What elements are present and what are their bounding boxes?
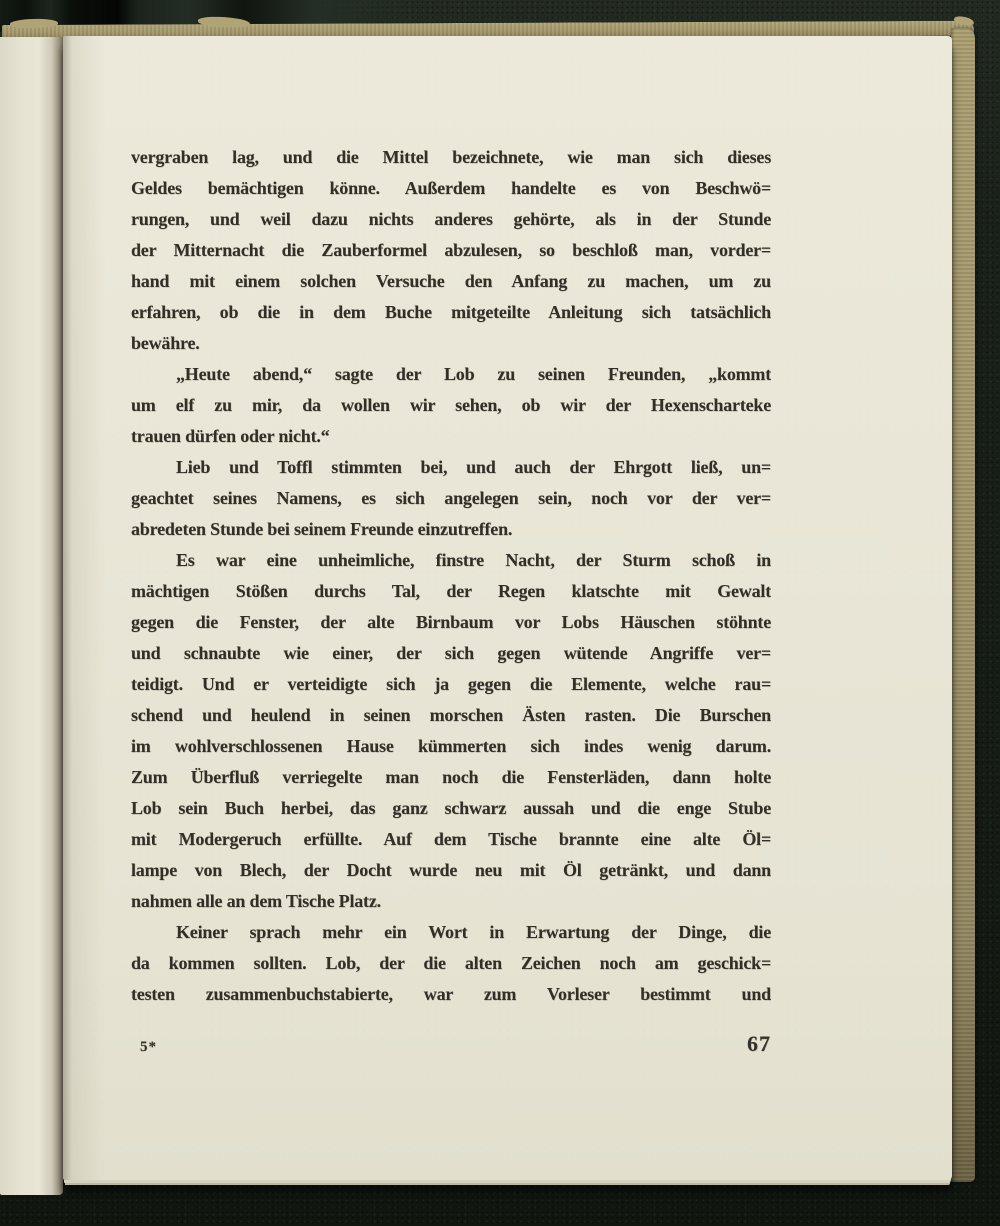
text-line: im wohlverschlossenen Hause kümmerten sich indes wenig darum. bbox=[131, 736, 771, 756]
text-line: mit Modergeruch erfüllte. Auf dem Tische brannte eine alte Öl= bbox=[131, 829, 771, 849]
page-text bbox=[131, 142, 771, 1010]
text-line: lampe von Blech, der Docht wurde neu mit Öl getränkt, und dann bbox=[131, 860, 771, 880]
text-line: und schnaubte wie einer, der sich gegen wütende Angriffe ver= bbox=[131, 643, 771, 663]
text-line: da kommen sollten. Lob, der die alten Zeichen noch am geschick= bbox=[131, 953, 771, 973]
cloth-fray bbox=[954, 15, 975, 26]
text-line: Lob sein Buch herbei, das ganz schwarz aussah und die enge Stube bbox=[131, 798, 771, 818]
text-line: abredeten Stunde bei seinem Freunde einzutreffen. bbox=[131, 519, 513, 539]
text-line: Es war eine unheimliche, finstre Nacht, der Sturm schoß in bbox=[176, 550, 771, 570]
text-line: erfahren, ob die in dem Buche mitgeteilte Anleitung sich tatsächlich bbox=[131, 302, 771, 322]
text-line: testen zusammenbuchstabierte, war zum Vorleser bestimmt und bbox=[131, 984, 771, 1004]
text-line: Zum Überfluß verriegelte man noch die Fensterläden, dann holte bbox=[131, 767, 771, 787]
text-line: Keiner sprach mehr ein Wort in Erwartung der Dinge, die bbox=[176, 922, 771, 942]
text-line: Geldes bemächtigen könne. Außerdem handelte es von Beschwö= bbox=[131, 178, 771, 198]
facing-page-edge bbox=[0, 37, 63, 1195]
text-line: geachtet seines Namens, es sich angelegen sein, noch vor der ver= bbox=[131, 488, 771, 508]
book-cover-edge-right bbox=[951, 28, 975, 1182]
text-line: mächtigen Stößen durchs Tal, der Regen klatschte mit Gewalt bbox=[131, 581, 771, 601]
text-line: hand mit einem solchen Versuche den Anfang zu machen, um zu bbox=[131, 271, 771, 291]
signature-mark: 5* bbox=[140, 1039, 157, 1055]
book-page bbox=[63, 36, 952, 1180]
text-line: „Heute abend,“ sagte der Lob zu seinen Freunden, „kommt bbox=[176, 364, 771, 384]
page-footer bbox=[131, 1031, 771, 1057]
text-line: schend und heulend in seinen morschen Ästen rasten. Die Burschen bbox=[131, 705, 771, 725]
page-number: 67 bbox=[747, 1031, 771, 1056]
text-line: bewähre. bbox=[131, 333, 200, 353]
text-line: teidigt. Und er verteidigte sich ja gegen die Elemente, welche rau= bbox=[131, 674, 771, 694]
text-line: rungen, und weil dazu nichts anderes gehörte, als in der Stunde bbox=[131, 209, 771, 229]
text-line: trauen dürfen oder nicht.“ bbox=[131, 426, 330, 446]
text-line: nahmen alle an dem Tische Platz. bbox=[131, 891, 381, 911]
text-line: vergraben lag, und die Mittel bezeichnete, wie man sich dieses bbox=[131, 147, 771, 167]
text-line: gegen die Fenster, der alte Birnbaum vor Lobs Häuschen stöhnte bbox=[131, 612, 771, 632]
text-line: um elf zu mir, da wollen wir sehen, ob wir der Hexenscharteke bbox=[131, 395, 771, 415]
text-line: der Mitternacht die Zauberformel abzulesen, so beschloß man, vorder= bbox=[131, 240, 771, 260]
text-line: Lieb und Toffl stimmten bei, und auch der Ehrgott ließ, un= bbox=[176, 457, 771, 477]
